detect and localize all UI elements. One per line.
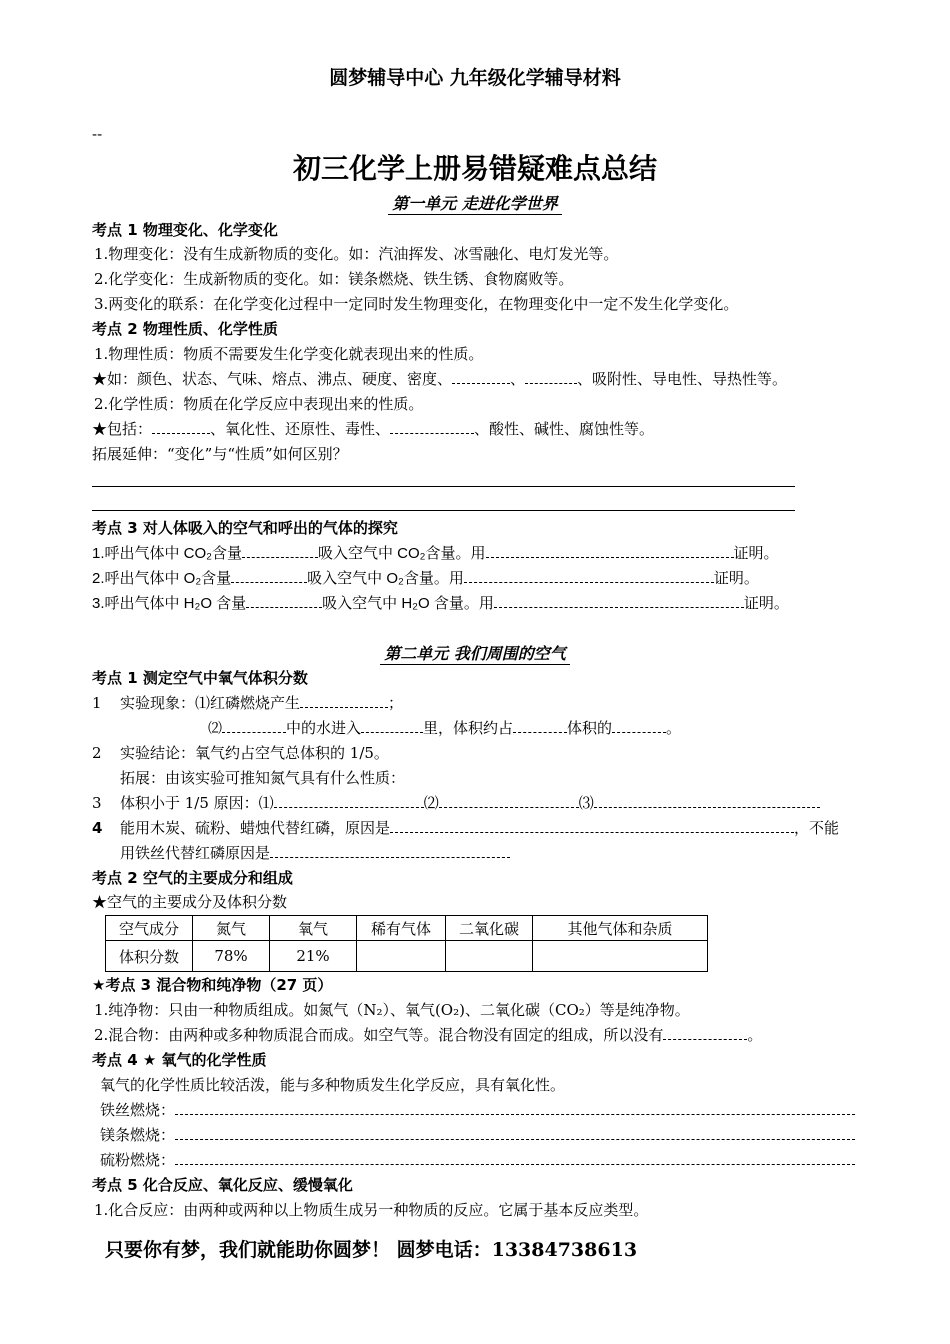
kp-heading: 考点 1 物理变化、化学变化 — [92, 221, 278, 239]
table-cell[interactable] — [446, 941, 533, 972]
footer-slogan: 只要你有梦，我们就能助你圆梦！ 圆梦电话：13384738613 — [105, 1239, 638, 1261]
text-line: ⑵ 中的水进入 里，体积约占 体积的 。 — [208, 719, 682, 737]
doc-header: 圆梦辅导中心 九年级化学辅导材料 — [329, 67, 621, 89]
text-line: 实验结论：氧气约占空气总体积的 1/5。 — [120, 744, 389, 762]
kp-heading: ★考点 3 混合物和纯净物（27 页） — [92, 976, 333, 994]
table-cell: 体积分数 — [106, 941, 193, 972]
answer-line[interactable] — [92, 486, 795, 487]
unit1-title: 第一单元 走进化学世界 — [0, 194, 950, 214]
blank-line[interactable] — [242, 543, 318, 558]
unit2-title: 第二单元 我们周围的空气 — [0, 644, 950, 664]
text-line: 2.化学性质：物质在化学反应中表现出来的性质。 — [94, 395, 424, 413]
air-composition-table — [105, 915, 708, 972]
table-cell[interactable] — [533, 941, 708, 972]
blank-line[interactable] — [175, 1125, 855, 1140]
text-line: 1.纯净物：只由一种物质组成。如氮气（N₂）、氧气(O₂)、二氧化碳（CO₂）等是纯净物。 — [94, 1001, 690, 1019]
kp-heading: 考点 2 物理性质、化学性质 — [92, 320, 278, 338]
blank-line[interactable] — [464, 568, 714, 583]
answer-line[interactable] — [92, 510, 795, 511]
blank-line[interactable] — [246, 593, 322, 608]
kp-heading: 考点 3 对人体吸入的空气和呼出的气体的探究 — [92, 519, 398, 537]
kp-heading: 考点 5 化合反应、氧化反应、缓慢氧化 — [92, 1176, 353, 1194]
blank-line[interactable] — [152, 419, 210, 434]
list-number: 2 — [92, 744, 102, 762]
blank-line[interactable] — [361, 718, 423, 733]
blank-line[interactable] — [300, 693, 388, 708]
text-line: 铁丝燃烧： — [100, 1100, 855, 1120]
blank-line[interactable] — [525, 369, 577, 384]
list-number: 1 — [92, 694, 102, 712]
table-header-cell: 稀有气体 — [357, 916, 446, 941]
text-line: 镁条燃烧： — [100, 1125, 855, 1145]
blank-line[interactable] — [439, 793, 579, 808]
text-line: 硫粉燃烧： — [100, 1150, 855, 1170]
text-line: 用铁丝代替红磷原因是 — [120, 843, 510, 863]
blank-line[interactable] — [594, 793, 820, 808]
text-line: 3.呼出气体中 H₂O 含量 吸入空气中 H₂O 含量。用 证明。 — [92, 595, 789, 612]
blank-line[interactable] — [390, 818, 794, 833]
doc-title: 初三化学上册易错疑难点总结 — [292, 152, 657, 185]
text-line: ★如：颜色、状态、气味、熔点、沸点、硬度、密度、 、 、吸附性、导电性、导热性等。 — [92, 370, 788, 388]
kp-heading: 考点 2 空气的主要成分和组成 — [92, 869, 293, 887]
text-line: 2.呼出气体中 O₂含量 吸入空气中 O₂含量。用 证明。 — [92, 570, 759, 587]
blank-line[interactable] — [270, 843, 510, 858]
blank-line[interactable] — [612, 718, 666, 733]
list-number: 4 — [92, 819, 103, 837]
text-line: 拓展：由该实验可推知氮气具有什么性质： — [120, 769, 406, 787]
table-header-cell: 二氧化碳 — [446, 916, 533, 941]
blank-line[interactable] — [494, 593, 744, 608]
kp-heading: 考点 4 ★ 氧气的化学性质 — [92, 1051, 267, 1069]
text-line: 氧气的化学性质比较活泼，能与多种物质发生化学反应，具有氧化性。 — [100, 1076, 566, 1094]
text-line: 2.混合物：由两种或多种物质混合而成。如空气等。混合物没有固定的组成，所以没有 。 — [94, 1026, 763, 1044]
text-line: 3.两变化的联系：在化学变化过程中一定同时发生物理变化，在物理变化中一定不发生化学变化。 — [94, 295, 739, 313]
text-line: 实验现象：⑴红磷燃烧产生 ； — [120, 694, 404, 712]
dash-mark: -- — [92, 125, 103, 143]
table-cell: 78% — [193, 941, 270, 972]
blank-line[interactable] — [663, 1025, 747, 1040]
text-line: 能用木炭、硫粉、蜡烛代替红磷，原因是 ，不能 — [120, 819, 840, 837]
table-cell: 21% — [270, 941, 357, 972]
table-header-cell: 空气成分 — [106, 916, 193, 941]
text-line: ★包括： 、氧化性、还原性、毒性、 、酸性、碱性、腐蚀性等。 — [92, 420, 655, 438]
text-line: 1.呼出气体中 CO₂含量 吸入空气中 CO₂含量。用 证明。 — [92, 545, 779, 562]
text-line: ★空气的主要成分及体积分数 — [92, 893, 288, 911]
text-line: 2.化学变化：生成新物质的变化。如：镁条燃烧、铁生锈、食物腐败等。 — [94, 270, 574, 288]
blank-line[interactable] — [175, 1100, 855, 1115]
kp-heading: 考点 1 测定空气中氧气体积分数 — [92, 669, 308, 687]
blank-line[interactable] — [390, 419, 474, 434]
blank-line[interactable] — [222, 718, 286, 733]
blank-line[interactable] — [274, 793, 424, 808]
blank-line[interactable] — [175, 1150, 855, 1165]
table-row — [106, 941, 708, 972]
text-line: 1.物理性质：物质不需要发生化学变化就表现出来的性质。 — [94, 345, 484, 363]
table-row — [106, 916, 708, 941]
table-header-cell: 其他气体和杂质 — [533, 916, 708, 941]
blank-line[interactable] — [452, 369, 510, 384]
text-line: 体积小于 1/5 原因：⑴ ⑵ ⑶ — [120, 793, 820, 813]
table-header-cell: 氮气 — [193, 916, 270, 941]
list-number: 3 — [92, 794, 102, 812]
text-line: 拓展延伸：“变化”与“性质”如何区别？ — [92, 445, 348, 463]
blank-line[interactable] — [513, 718, 567, 733]
table-cell[interactable] — [357, 941, 446, 972]
blank-line[interactable] — [486, 543, 734, 558]
text-line: 1.化合反应：由两种或两种以上物质生成另一种物质的反应。它属于基本反应类型。 — [94, 1201, 649, 1219]
blank-line[interactable] — [231, 568, 307, 583]
table-header-cell: 氧气 — [270, 916, 357, 941]
text-line: 1.物理变化：没有生成新物质的变化。如：汽油挥发、冰雪融化、电灯发光等。 — [94, 245, 619, 263]
